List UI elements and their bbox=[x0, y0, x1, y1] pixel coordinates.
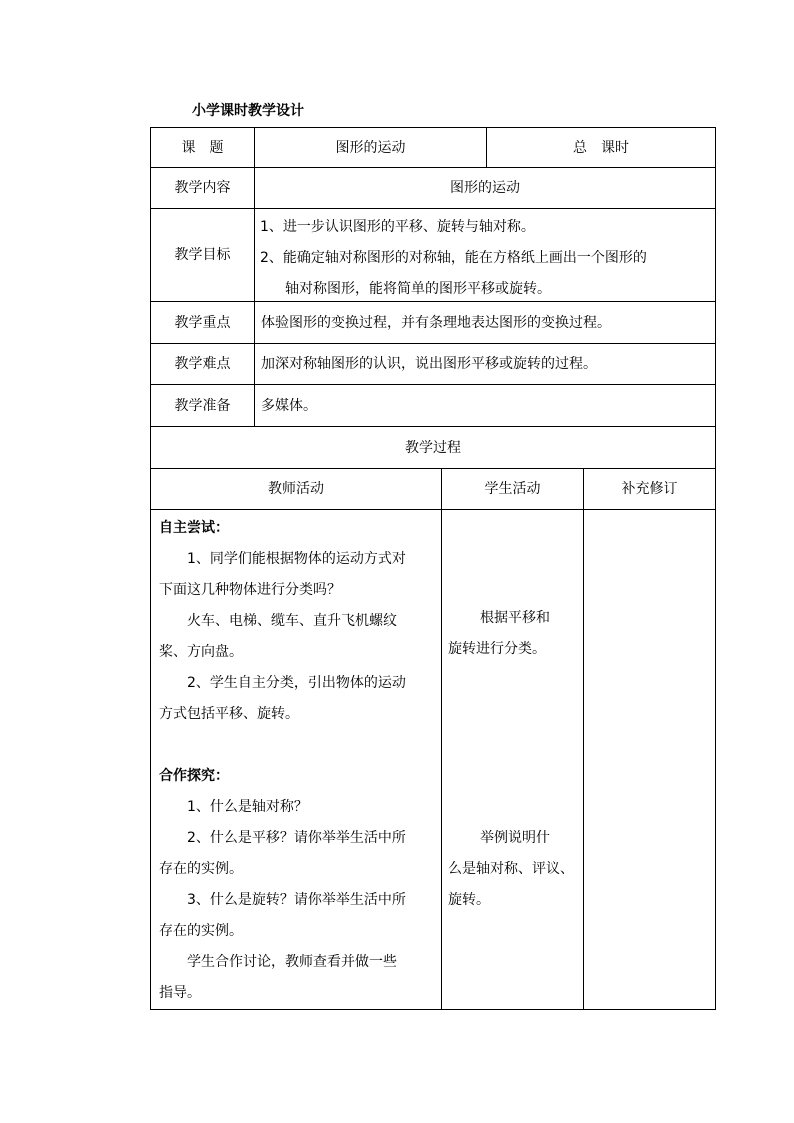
student-line: 旋转进行分类。 bbox=[448, 641, 546, 657]
teacher-line: 桨、方向盘。 bbox=[159, 644, 243, 660]
key-points-label: 教学重点 bbox=[174, 314, 231, 331]
topic-value: 图形的运动 bbox=[335, 139, 406, 156]
teacher-activity-header: 教师活动 bbox=[268, 481, 324, 497]
teacher-line: 学生合作讨论，教师查看并做一些 bbox=[187, 954, 397, 970]
student-line: 根据平移和 bbox=[480, 610, 550, 626]
teacher-line: 2、学生自主分类，引出物体的运动 bbox=[187, 675, 406, 691]
content-label: 教学内容 bbox=[174, 180, 231, 196]
teacher-line: 下面这几种物体进行分类吗？ bbox=[159, 582, 341, 598]
student-activity-header: 学生活动 bbox=[484, 481, 541, 497]
teacher-line: 指导。 bbox=[159, 985, 201, 1001]
key-points-value: 体验图形的变换过程，并有条理地表达图形的变换过程。 bbox=[261, 314, 611, 331]
teacher-line: 存在的实例。 bbox=[159, 923, 243, 939]
goal-line: 1、进一步认识图形的平移、旋转与轴对称。 bbox=[260, 219, 535, 235]
process-title: 教学过程 bbox=[405, 439, 461, 456]
section-heading: 合作探究： bbox=[159, 768, 229, 784]
goal-line: 2、能确定轴对称图形的对称轴，能在方格纸上画出一个图形的 bbox=[260, 250, 647, 266]
document-title: 小学课时教学设计 bbox=[192, 103, 304, 119]
hours-label: 总 课时 bbox=[573, 139, 629, 156]
revision-header: 补充修订 bbox=[621, 481, 678, 497]
difficulties-value: 加深对称轴图形的认识，说出图形平移或旋转的过程。 bbox=[261, 356, 597, 372]
teacher-line: 存在的实例。 bbox=[159, 861, 243, 877]
content-value: 图形的运动 bbox=[450, 180, 520, 196]
row-divider bbox=[150, 509, 716, 510]
section-heading: 自主尝试： bbox=[159, 520, 229, 536]
difficulties-label: 教学难点 bbox=[174, 356, 231, 372]
preparation-label: 教学准备 bbox=[174, 397, 231, 414]
teacher-activities bbox=[159, 513, 441, 1009]
topic-label: 课 题 bbox=[181, 139, 224, 156]
teacher-line: 3、什么是旋转？请你举举生活中所 bbox=[187, 892, 406, 908]
goal-line: 轴对称图形，能将简单的图形平移或旋转。 bbox=[285, 281, 551, 297]
teacher-line: 1、同学们能根据物体的运动方式对 bbox=[187, 551, 406, 567]
student-activities-2 bbox=[448, 823, 582, 916]
goals-text bbox=[260, 212, 710, 305]
preparation-value: 多媒体。 bbox=[261, 397, 317, 414]
teacher-line: 方式包括平移、旋转。 bbox=[159, 706, 299, 722]
col-divider bbox=[441, 468, 442, 1010]
student-activities-1 bbox=[448, 603, 582, 665]
teacher-line: 火车、电梯、缆车、直升飞机螺纹 bbox=[187, 613, 397, 629]
student-line: 举例说明什 bbox=[480, 830, 550, 846]
student-line: 旋转。 bbox=[448, 892, 490, 908]
student-line: 么是轴对称、评议、 bbox=[448, 861, 574, 877]
col-divider bbox=[583, 468, 584, 1010]
goals-label: 教学目标 bbox=[174, 247, 231, 263]
teacher-line: 1、什么是轴对称？ bbox=[187, 799, 308, 815]
teacher-line: 2、什么是平移？请你举举生活中所 bbox=[187, 830, 406, 846]
